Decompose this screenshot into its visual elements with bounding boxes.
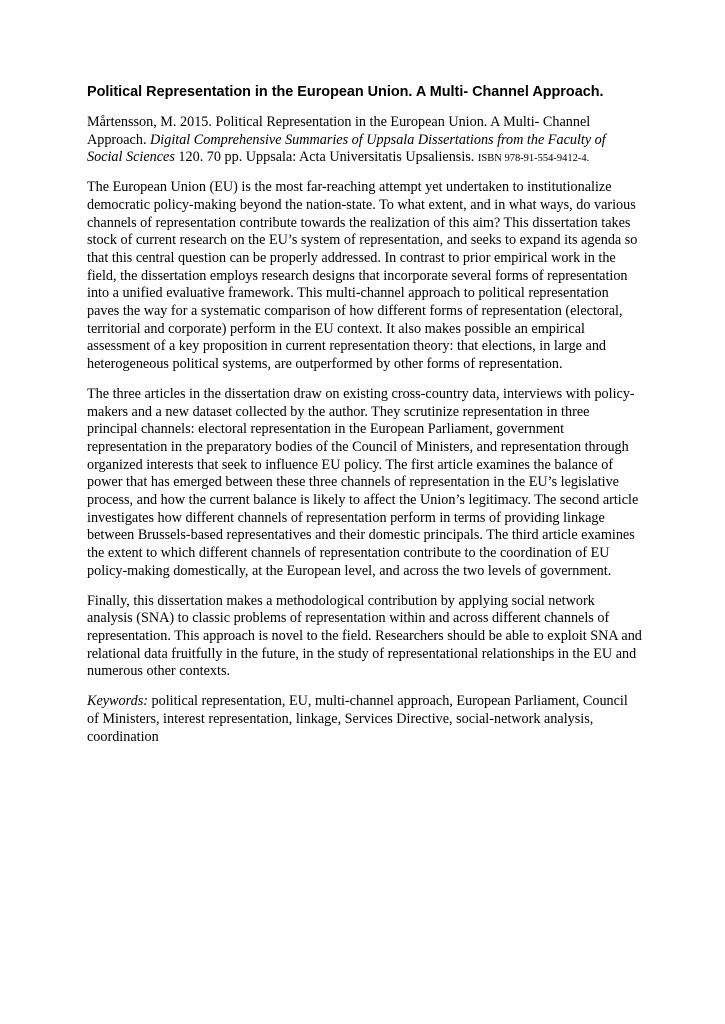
abstract-content bbox=[87, 82, 642, 758]
citation-authors-year: Mårtensson, M. 2015. bbox=[87, 114, 212, 130]
document-title: Political Representation in the European Union. A Multi- Channel Approach. bbox=[87, 84, 604, 100]
keywords-text: political representation, EU, multi-channel approach, European Parliament, Council of Ministers, interest representation, linkage, Services Directive, social-network analysis, coordination bbox=[87, 693, 628, 745]
citation-isbn: ISBN 978-91-554-9412-4. bbox=[477, 153, 590, 165]
abstract-paragraph-1: The European Union (EU) is the most far-reaching attempt yet undertaken to institutionalize democratic policy-making beyond the nation-state. To what extent, and in what ways, do various channels of representation contribute towards the realization of this aim? This dissertation takes stock of current research on the EU’s system of representation, and seeks to expand its agenda so that this central question can be properly addressed. In contrast to prior empirical work in the field, the dissertation employs research designs that incorporate several forms of representation into a unified evaluative framework. This multi-channel approach to political representation paves the way for a systematic comparison of how different forms of representation (electoral, territorial and corporate) perform in the EU context. It also makes possible an empirical assessment of a key proposition in current representation theory: that elections, in large and heterogeneous political systems, are outperformed by other forms of representation. bbox=[87, 179, 638, 373]
citation-details: 120. 70 pp. Uppsala: Acta Universitatis Upsaliensis. bbox=[178, 149, 475, 166]
abstract-paragraph-2: The three articles in the dissertation draw on existing cross-country data, interviews with policy-makers and a new dataset collected by the author. They scrutinize representation in three principal channels: electoral representation in the European Parliament, government representation in the preparatory bodies of the Council of Ministers, and representation through organized interests that seek to influence EU policy. The first article examines the balance of power that has emerged between these three channels of representation in the EU’s legislative process, and how the current balance is likely to affect the Union’s legitimacy. The second article investigates how different channels of representation perform in terms of providing linkage between Brussels-based representatives and their domestic principals. The third article examines the extent to which different channels of representation contribute to the coordination of EU policy-making domestically, at the European level, and across the two levels of government. bbox=[87, 385, 639, 579]
keywords-label: Keywords: bbox=[87, 693, 148, 710]
keywords bbox=[87, 693, 642, 746]
citation-work-title: Political Representation in the European Union. A Multi- Channel Approach. bbox=[87, 114, 591, 148]
abstract-paragraph-3: Finally, this dissertation makes a methodological contribution by applying social network analysis (SNA) to classic problems of representation within and across different channels of representation. This approach is novel to the field. Researchers should be able to exploit SNA and relational data fruitfully in the future, in the study of representational relationships in the EU and numerous other contexts. bbox=[87, 592, 642, 680]
citation-series: Digital Comprehensive Summaries of Uppsala Dissertations from the Faculty of Social Sciences bbox=[87, 131, 606, 166]
citation bbox=[87, 114, 642, 168]
